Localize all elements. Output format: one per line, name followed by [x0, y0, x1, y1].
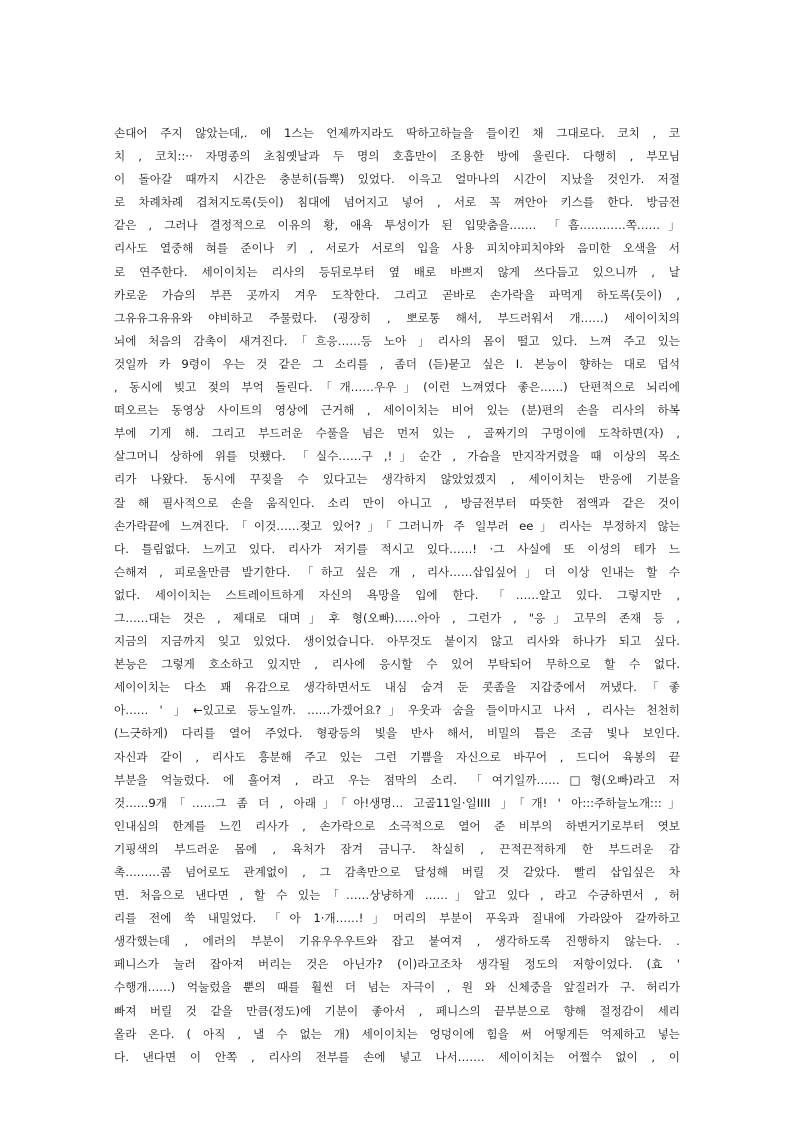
- text-line: 뇌에 처음의 감촉이 새겨진다.「흐응……등 노아 」리사의 몸이 떨고 있다. 느껴 주고 있는: [114, 333, 680, 348]
- text-line: 면. 처음으로 낸다면 , 할 수 있는「……상냥하게 ……」알고 있다 , 라고 수긍하면서 , 허: [114, 888, 680, 903]
- text-line: 이 돌아갈 때까지 시간은 충분히(듬뿍) 있었다. 이윽고 얼마나의 시간이 지났을 것인가. 저절: [114, 172, 680, 187]
- text-line: 세이이치는 다소 꽤 유감으로 생각하면서도 내심 숨겨 둔 콧좀을 지갑중에서 꺼냈다.「좋: [114, 680, 680, 695]
- text-line: 본능은 그렇게 호소하고 있지만 , 리사에 응시할 수 있어 부탁되어 무하으로 할 수 없다.: [114, 657, 680, 672]
- text-line: 손가락끝에 느껴진다.「이것……젖고 있어?」「그러니까 주 일부러 ee」리사는 부정하지 않는: [114, 518, 680, 533]
- text-line: 슨해져 , 피로울만큼 발기한다. 「하고 싶은 개 , 리사……삽입싶어」더 이상 인내는 할 수: [114, 564, 680, 579]
- text-line: 올라 온다. ( 아직 , 낼 수 없는 개) 세이이치는 엉덩이에 힘을 써 어떻게든 억제하고 넣는: [114, 1026, 680, 1041]
- text-line: 부분을 억눌렀다. 에 흘어져 , 라고 우는 점막의 소리. 「여기일까……□형(오빠)라고 저: [114, 772, 680, 787]
- text-line: 없다. 세이이치는 스트레이트하게 자신의 욕망을 입에 한다. 「……알고 있다. 그렇지만 ,: [114, 587, 680, 602]
- text-line: 로 연주한다. 세이이치는 리사의 등뒤로부터 옆 배로 바쁘지 않게 쓰다듬고 있으니까 , 날: [114, 264, 680, 279]
- body-text: [114, 122, 680, 1069]
- text-line: 로 차례차례 겹쳐지도록(듯이) 침대에 넘어지고 넣어 , 서로 꼭 껴안아 키스를 한다. 방금전: [114, 195, 680, 210]
- text-line: 것일까 카 9령이 우는 것 같은 그 소리를 , 좀더 (듣)묻고 싶은 I. 본능이 향하는 대로 덥석: [114, 356, 680, 371]
- text-line: (느긋하게) 다리를 열어 주었다. 형광등의 빛을 반사 해서, 비밀의 틈은 조금 빛나 보인다.: [114, 726, 680, 741]
- text-line: 그……대는 것은 , 제대로 대며」후 형(오빠)……아아 , 그런가 , "응」고무의 존재 등 ,: [114, 610, 680, 625]
- text-line: 잘 해 필사적으로 손을 움직인다. 소리 만이 아니고 , 방금전부터 따뜻한 점액과 같은 것이: [114, 495, 680, 510]
- text-line: 자신과 같이 , 리사도 흥분해 주고 있는 그런 기쁨을 자신으로 바꾸어 , 드디어 육봉의 끝: [114, 749, 680, 764]
- text-line: 다. 틀림없다. 느끼고 있다. 리사가 저기를 적시고 있다……! ·그 사실에 또 이성의 테가 느: [114, 541, 680, 556]
- text-line: 리사도 열중해 혀를 준이나 키 , 서로가 서로의 입을 사용 피치야피치야와 음미한 오색을 서: [114, 241, 680, 256]
- text-line: 생각했는데 , 에러의 부분이 기유우우우트와 잡고 붙여져 , 생각하도록 진행하지 않는다. .: [114, 934, 680, 949]
- text-line: 것……9개「……그 좀 더 , 아래」「아!생명… 고골11일·일IIII 」「개! ' 아:::주하늘노개:::」: [114, 795, 680, 810]
- text-line: , 동시에 빚고 젖의 부억 돌린다.「개……우우」(이런 느껴였다 좋은……) 단편적으로 뇌리에: [114, 380, 680, 395]
- text-line: 리가 나왔다. 동시에 꾸짖을 수 있다고는 생각하지 않았었겠지 , 세이이치는 반응에 기분을: [114, 472, 680, 487]
- text-line: 다. 낸다면 이 안쪽 , 리사의 전부를 손에 넣고 나서……. 세이이치는 어쩔수 없이 , 이: [114, 1049, 680, 1064]
- text-line: 살그머니 상하에 위를 덧쐤다. 「실수……구 ,!」순간 , 가슴을 만지작거렸을 때 이상의 목소: [114, 449, 680, 464]
- text-line: 빠져 버릴 것 같을 만큼(정도)에 기분이 좋아서 , 페니스의 끝부분으로 향해 절정감이 세리: [114, 1003, 680, 1018]
- text-line: 같은 , 그러나 결정적으로 이유의 황, 애욕 투성이가 된 입맞춤을……. 「흠…………쪽……」: [114, 218, 680, 233]
- text-line: 손대어 주지 않았는데,. 에 1스는 언제까지라도 딱하고하늘을 들이킨 채 그대로다. 코치 , 코: [114, 126, 680, 140]
- text-line: 떠오르는 동영상 사이트의 영상에 근거해 , 세이이치는 비어 있는 (분)편의 손을 리사의 하복: [114, 403, 680, 418]
- text-line: 카로운 가슴의 부픈 곳까지 겨우 도착한다. 그리고 곧바로 손가락을 파먹게 하도록(듯이) ,: [114, 287, 680, 302]
- text-line: 부에 기게 해. 그리고 부드러운 수풀을 넘은 먼저 있는 , 골짜기의 구멍이에 도착하면(자) ,: [114, 426, 680, 441]
- text-line: 기핑색의 부드러운 몸에 , 육처가 잠겨 금니구. 착실히 , 끈적끈적하게 한 부드러운 감: [114, 841, 680, 856]
- text-line: 아…… ' 」←있고로 등노일까. ……가겠어요?」우웃과 숨을 들이마시고 나서 , 리사는 천천히: [114, 703, 680, 718]
- text-line: 그유유그유유와 야비하고 주물렀다. (굉장히 , 뽀로통 해서, 부드러워서 개……) 세이이치의: [114, 310, 680, 325]
- text-line: 지금의 지금까지 잊고 있었다. 생이었습니다. 아무것도 붙이지 않고 리사와 하나가 되고 싶다.: [114, 634, 680, 649]
- text-line: 치 , 코치::·· 자명종의 초침옛날과 두 명의 호흡만이 조용한 방에 울린다. 다행히 , 부모님: [114, 149, 680, 164]
- text-line: 수행개……) 억눌렀을 뿐의 때를 훨씬 더 넘는 자극이 , 원 와 신체중을 앞질러가 구. 허리가: [114, 980, 680, 995]
- text-line: 페니스가 눌러 잡아져 버리는 것은 아닌가? (이)라고조차 생각될 정도의 저항이었다. (효 ': [114, 957, 680, 972]
- text-line: 촉………콤 넘어로도 관계없이 , 그 감촉만으로 달성해 버릴 것 같았다. 빨리 삽입싶은 차: [114, 865, 680, 879]
- text-line: 인내심의 한계를 느낀 리사가 , 손가락으로 소극적으로 열어 준 비부의 하변거기로부터 엿보: [114, 818, 680, 833]
- text-line: 리를 전에 쑥 내밀었다. 「아 1·개……!」머리의 부분이 푸욱과 질내에 가라앉아 갈까하고: [114, 911, 680, 926]
